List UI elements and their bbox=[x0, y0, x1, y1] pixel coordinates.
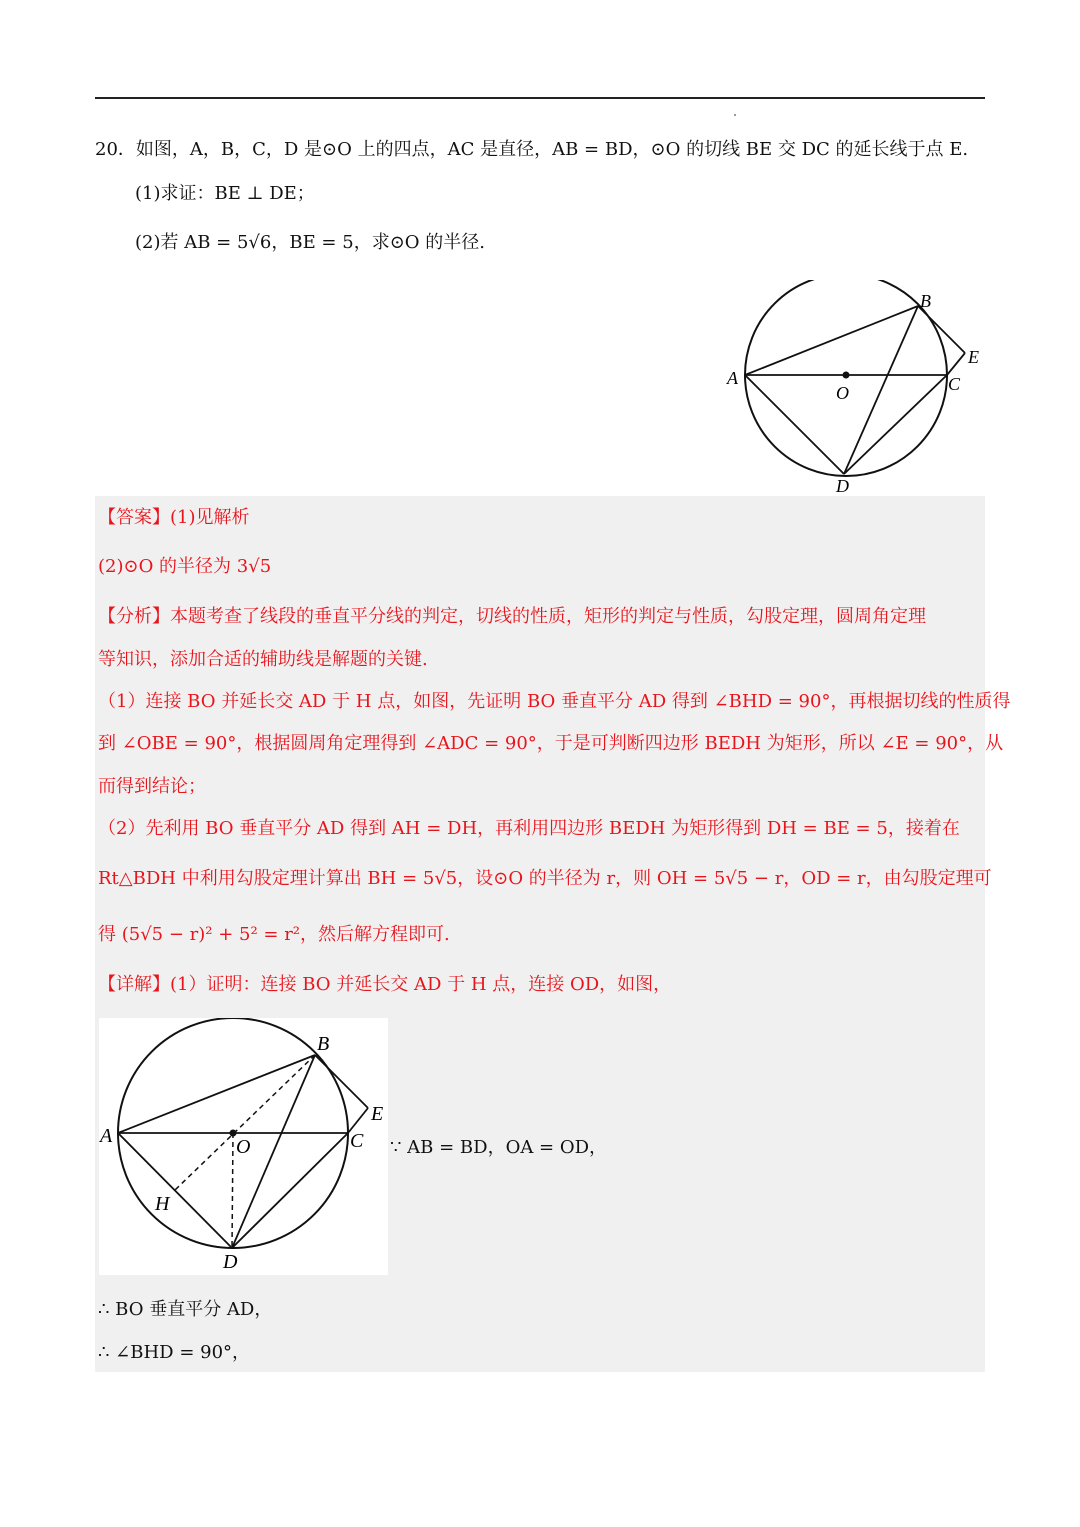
fig1-label-e: E bbox=[968, 347, 979, 367]
detail-line1: 【详解】(1）证明：连接 BO 并延长交 AD 于 H 点，连接 OD，如图， bbox=[98, 974, 672, 995]
fig2-label-h: H bbox=[155, 1193, 170, 1215]
analysis-line3: （1）连接 BO 并延长交 AD 于 H 点，如图，先证明 BO 垂直平分 AD 得到 ∠BHD = 90°，再根据切线的性质得 bbox=[98, 691, 1011, 712]
header-dot bbox=[734, 114, 736, 116]
fig2-label-d: D bbox=[223, 1251, 238, 1273]
answer-line2: (2)⊙O 的半径为 3√5 bbox=[98, 556, 272, 577]
analysis-line8: 得 (5√5 − r)² + 5² = r²，然后解方程即可. bbox=[98, 924, 450, 945]
question-line1: 20．如图，A，B，C，D 是⊙O 上的四点，AC 是直径，AB = BD，⊙O 的切线 BE 交 DC 的延长线于点 E. bbox=[95, 139, 969, 160]
question-part2: (2)若 AB = 5√6，BE = 5，求⊙O 的半径. bbox=[135, 232, 485, 253]
fig2-label-e: E bbox=[371, 1103, 384, 1125]
fig2-label-a: A bbox=[100, 1125, 113, 1147]
detail-because: ∵ AB = BD，OA = OD， bbox=[390, 1137, 608, 1158]
detail-therefore1: ∴ BO 垂直平分 AD， bbox=[98, 1299, 273, 1320]
analysis-line4: 到 ∠OBE = 90°，根据圆周角定理得到 ∠ADC = 90°，于是可判断四边形 BEDH 为矩形，所以 ∠E = 90°，从 bbox=[98, 733, 1004, 754]
fig2-label-o: O bbox=[236, 1136, 251, 1158]
analysis-line2: 等知识，添加合适的辅助线是解题的关键. bbox=[98, 649, 428, 670]
header-rule bbox=[95, 97, 985, 99]
fig2-label-b: B bbox=[317, 1033, 330, 1055]
fig1-label-c: C bbox=[948, 374, 961, 394]
fig1-label-b: B bbox=[920, 291, 931, 311]
question-part1: (1)求证：BE ⊥ DE； bbox=[135, 183, 315, 204]
fig1-label-o: O bbox=[836, 383, 849, 403]
circle-figure-2 bbox=[99, 1018, 388, 1275]
analysis-line6: （2）先利用 BO 垂直平分 AD 得到 AH = DH，再利用四边形 BEDH 为矩形得到 DH = BE = 5，接着在 bbox=[98, 818, 960, 839]
detail-therefore2: ∴ ∠BHD = 90°， bbox=[98, 1342, 251, 1363]
analysis-line7: Rt△BDH 中利用勾股定理计算出 BH = 5√5，设⊙O 的半径为 r，则 OH = 5√5 − r，OD = r，由勾股定理可 bbox=[98, 868, 992, 889]
analysis-line5: 而得到结论； bbox=[98, 776, 206, 797]
answer-line1: 【答案】(1)见解析 bbox=[98, 507, 250, 528]
fig1-label-d: D bbox=[836, 476, 849, 496]
fig1-label-a: A bbox=[727, 368, 738, 388]
analysis-line1: 【分析】本题考查了线段的垂直平分线的判定，切线的性质，矩形的判定与性质，勾股定理，圆周角定理 bbox=[98, 606, 926, 627]
circle-figure-1 bbox=[720, 280, 990, 500]
fig2-label-c: C bbox=[350, 1130, 364, 1152]
